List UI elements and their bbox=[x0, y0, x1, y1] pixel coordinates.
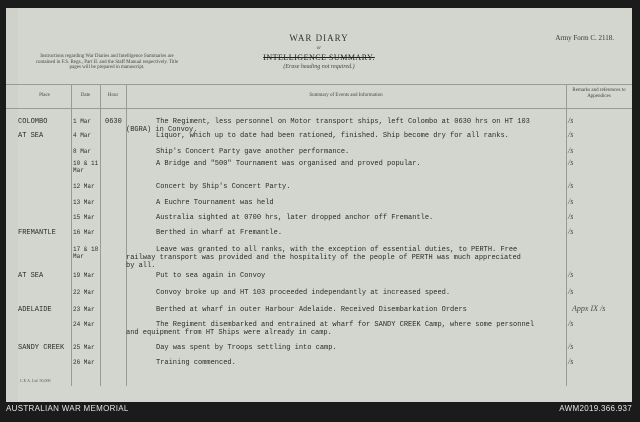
entry-date: 12 Mar bbox=[73, 183, 95, 190]
heading-note: (Erase heading not required.) bbox=[283, 64, 355, 70]
entry-summary-line: by all. bbox=[126, 262, 156, 270]
page-title: WAR DIARY bbox=[289, 33, 349, 43]
entry-summary-line: Leave was granted to all ranks, with the exception of essential duties, to PERTH. Free bbox=[156, 246, 518, 254]
col-header-summary: Summary of Events and Information bbox=[309, 93, 383, 98]
form-code: C.E.A. Ltd. 50,000 bbox=[20, 378, 51, 383]
entry-summary-line: Convoy broke up and HT 103 proceeded independantly at increased speed. bbox=[156, 289, 451, 297]
entry-summary-line: and equipment from HT Ships were already in camp. bbox=[126, 329, 332, 337]
entry-date: 19 Mar bbox=[73, 272, 95, 279]
footer-institution: AUSTRALIAN WAR MEMORIAL bbox=[6, 404, 129, 413]
entry-summary-line: Ship's Concert Party gave another performance. bbox=[156, 148, 350, 156]
footer-reference: AWM2019.366.937 bbox=[559, 404, 632, 413]
column-divider bbox=[566, 84, 567, 386]
remark-initials: /s bbox=[568, 146, 574, 155]
instructions-text: Instructions regarding War Diaries and Intelligence Summaries are contained in F.S. Regs., Part II. and the Staff Manual respectively. Title pages will be prepared in manuscript. bbox=[35, 54, 179, 70]
column-divider bbox=[100, 84, 101, 386]
remark-initials: /s bbox=[568, 357, 574, 366]
entry-date: 25 Mar bbox=[73, 344, 95, 351]
entry-summary-line: A Bridge and "500" Tournament was organised and proved popular. bbox=[156, 160, 421, 168]
entry-date: 26 Mar bbox=[73, 359, 95, 366]
col-header-date: Date bbox=[80, 93, 91, 98]
remark-initials: /s bbox=[568, 342, 574, 351]
entry-summary-line: Put to sea again in Convoy bbox=[156, 272, 266, 280]
entry-summary-line: Australia sighted at 0700 hrs, later dropped anchor off Fremantle. bbox=[156, 214, 434, 222]
entry-summary-line: The Regiment disembarked and entrained at wharf for SANDY CREEK Camp, where some personnel bbox=[156, 321, 535, 329]
entry-summary-line: The Regiment, less personnel on Motor transport ships, left Colombo at 0630 hrs on HT 103 bbox=[156, 118, 530, 126]
entry-date: 22 Mar bbox=[73, 289, 95, 296]
remark-initials: /s bbox=[568, 130, 574, 139]
entry-date: 23 Mar bbox=[73, 306, 95, 313]
entry-summary-line: Liquor, which up to date had been rationed, finished. Ship become dry for all ranks. bbox=[156, 132, 509, 140]
entry-summary-line: A Euchre Tournament was held bbox=[156, 199, 274, 207]
entry-place: FREMANTLE bbox=[18, 229, 56, 237]
entry-date: 16 Mar bbox=[73, 229, 95, 236]
entry-place: ADELAIDE bbox=[18, 306, 52, 314]
column-divider bbox=[71, 84, 72, 386]
entry-date: 4 Mar bbox=[73, 132, 92, 139]
remark-initials: /s bbox=[568, 181, 574, 190]
entry-date: 1 Mar bbox=[73, 118, 92, 125]
col-header-hour: Hour bbox=[107, 93, 119, 98]
entry-summary-line: Berthed at wharf in outer Harbour Adelaide. Received Disembarkation Orders bbox=[156, 306, 467, 314]
entry-summary-line: (BGRA) in Convoy. bbox=[126, 126, 198, 134]
war-diary-page bbox=[6, 8, 632, 402]
remark-initials: /s bbox=[568, 270, 574, 279]
entry-place: AT SEA bbox=[18, 272, 44, 280]
remark-initials: /s bbox=[568, 227, 574, 236]
entry-summary-line: railway transport was provided and the hospitality of the people of PERTH was much appreciated bbox=[126, 254, 521, 262]
entry-date: 13 Mar bbox=[73, 199, 95, 206]
entry-hour: 0630 bbox=[105, 118, 122, 126]
entry-summary-line: Training commenced. bbox=[156, 359, 236, 367]
remark-initials: /s bbox=[568, 158, 574, 167]
entry-date: 24 Mar bbox=[73, 321, 95, 328]
col-header-place: Place bbox=[39, 93, 50, 98]
col-header-remarks: Remarks and references to Appendices bbox=[572, 88, 626, 99]
entry-date: 15 Mar bbox=[73, 214, 95, 221]
entry-place: AT SEA bbox=[18, 132, 44, 140]
entry-summary-line: Concert by Ship's Concert Party. bbox=[156, 183, 291, 191]
title-or: or bbox=[316, 46, 322, 51]
remark-initials: /s bbox=[568, 197, 574, 206]
entry-date: 8 Mar bbox=[73, 148, 92, 155]
remark-initials: /s bbox=[568, 116, 574, 125]
entry-date: 17 & 18 Mar bbox=[73, 246, 99, 260]
army-form-number: Army Form C. 2118. bbox=[555, 34, 614, 42]
remark-initials: Appx IX /s bbox=[572, 304, 606, 313]
entry-place: COLOMBO bbox=[18, 118, 48, 126]
remark-initials: /s bbox=[568, 319, 574, 328]
remark-initials: /s bbox=[568, 287, 574, 296]
remark-initials: /s bbox=[568, 212, 574, 221]
entry-summary-line: Day was spent by Troops settling into camp. bbox=[156, 344, 337, 352]
entry-date: 10 & 11 Mar bbox=[73, 160, 99, 174]
entry-place: SANDY CREEK bbox=[18, 344, 65, 352]
page-subtitle: INTELLIGENCE SUMMARY. bbox=[263, 53, 375, 62]
entry-summary-line: Berthed in wharf at Fremantle. bbox=[156, 229, 283, 237]
